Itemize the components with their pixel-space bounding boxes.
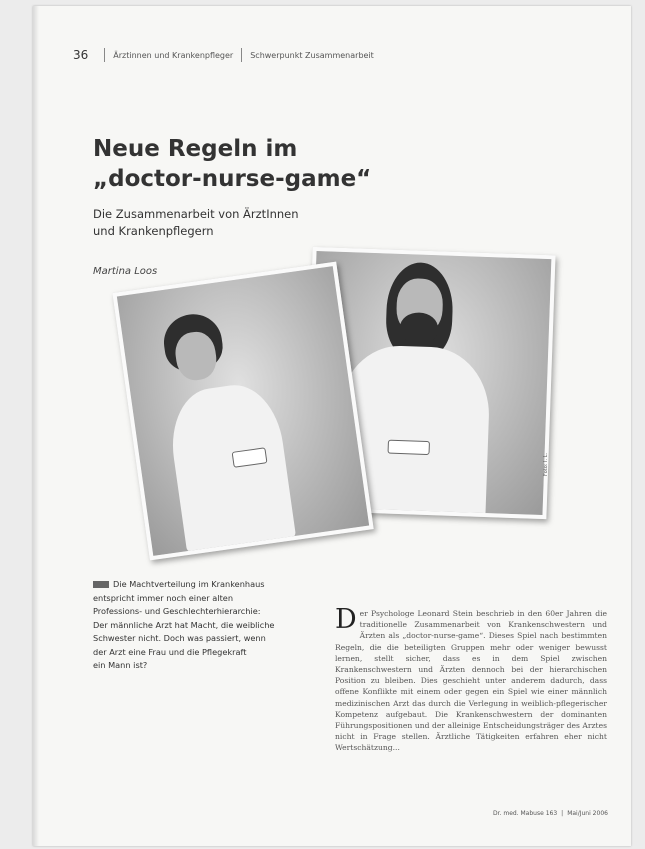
pull-quote-line: ein Mann ist? (93, 660, 148, 670)
pull-quote-line: Professions- und Geschlechterhierarchie: (93, 606, 261, 616)
cake-plate (388, 440, 430, 455)
pull-quote-line: entspricht immer noch einer alten (93, 592, 234, 603)
page-gutter-shadow (33, 6, 39, 846)
pull-quote-line: Der männliche Arzt hat Macht, die weibliche (93, 619, 275, 630)
journal-name: Dr. med. Mabuse 163 (493, 810, 558, 817)
article-title (93, 134, 513, 194)
article-subtitle (93, 206, 393, 240)
pull-quote-line: Schwester nicht. Doch was passiert, wenn (93, 633, 266, 643)
pull-quote-marker (93, 581, 109, 588)
body-paragraph: er Psychologe Leonard Stein beschrieb in den 60er Jahren die traditionelle Zusammenarbeit von Krankenschwestern und Ärzten als „doctor-nurse-game“. Dieses Spiel nach bestimmten Regeln, die die beteiligten Gruppen mehr oder weniger bewusst lernen, stellt sicher, dass es in dem Spiel zwischen Krankenschwestern und Ärzten dennoch bei der hierarchischen Position zu bleiben. Dies geschieht unter anderem dadurch, dass offene Konflikte mit einem oder gegen ein Spiel wie einer männlich medizinischen Arzt das durch die Verlegung in weiblich-pflegerischer Kompetenz aufgebaut. Die Krankenschwestern der dominanten Führungspositionen und der alleinige Entscheidungsträger des Arztes nicht in Frage stellen. Ärztliche Tätigkeiten erfahren eher nicht Wertschätzung... (335, 609, 607, 753)
running-head (73, 46, 374, 64)
pull-quote-line: Die Machtverteilung im Krankenhaus (113, 579, 265, 589)
author-byline: Martina Loos (93, 266, 158, 277)
divider (104, 48, 105, 62)
body-text (335, 604, 607, 754)
subtitle-line-2: und Krankenpflegern (93, 224, 214, 238)
topic-name: Schwerpunkt Zusammenarbeit (250, 50, 374, 60)
page-footer (493, 810, 608, 817)
issue-date: Mai/Juni 2006 (567, 810, 608, 817)
drop-cap: D (335, 604, 357, 635)
section-name: Ärztinnen und Krankenpfleger (113, 50, 234, 60)
subtitle-line-1: Die Zusammenarbeit von ÄrztInnen (93, 207, 299, 221)
title-line-2: „doctor-nurse-game“ (93, 166, 372, 192)
magazine-page (33, 6, 631, 846)
divider (241, 48, 242, 62)
figure-beard (399, 312, 438, 343)
pull-quote (93, 578, 303, 673)
photo-female-doctor (112, 262, 373, 561)
photo-credit: Foto: I. L. (543, 452, 549, 476)
page-number: 36 (73, 48, 89, 62)
footer-divider: | (561, 810, 564, 817)
pull-quote-line: der Arzt eine Frau und die Pflegekraft (93, 646, 247, 657)
title-line-1: Neue Regeln im (93, 136, 298, 162)
